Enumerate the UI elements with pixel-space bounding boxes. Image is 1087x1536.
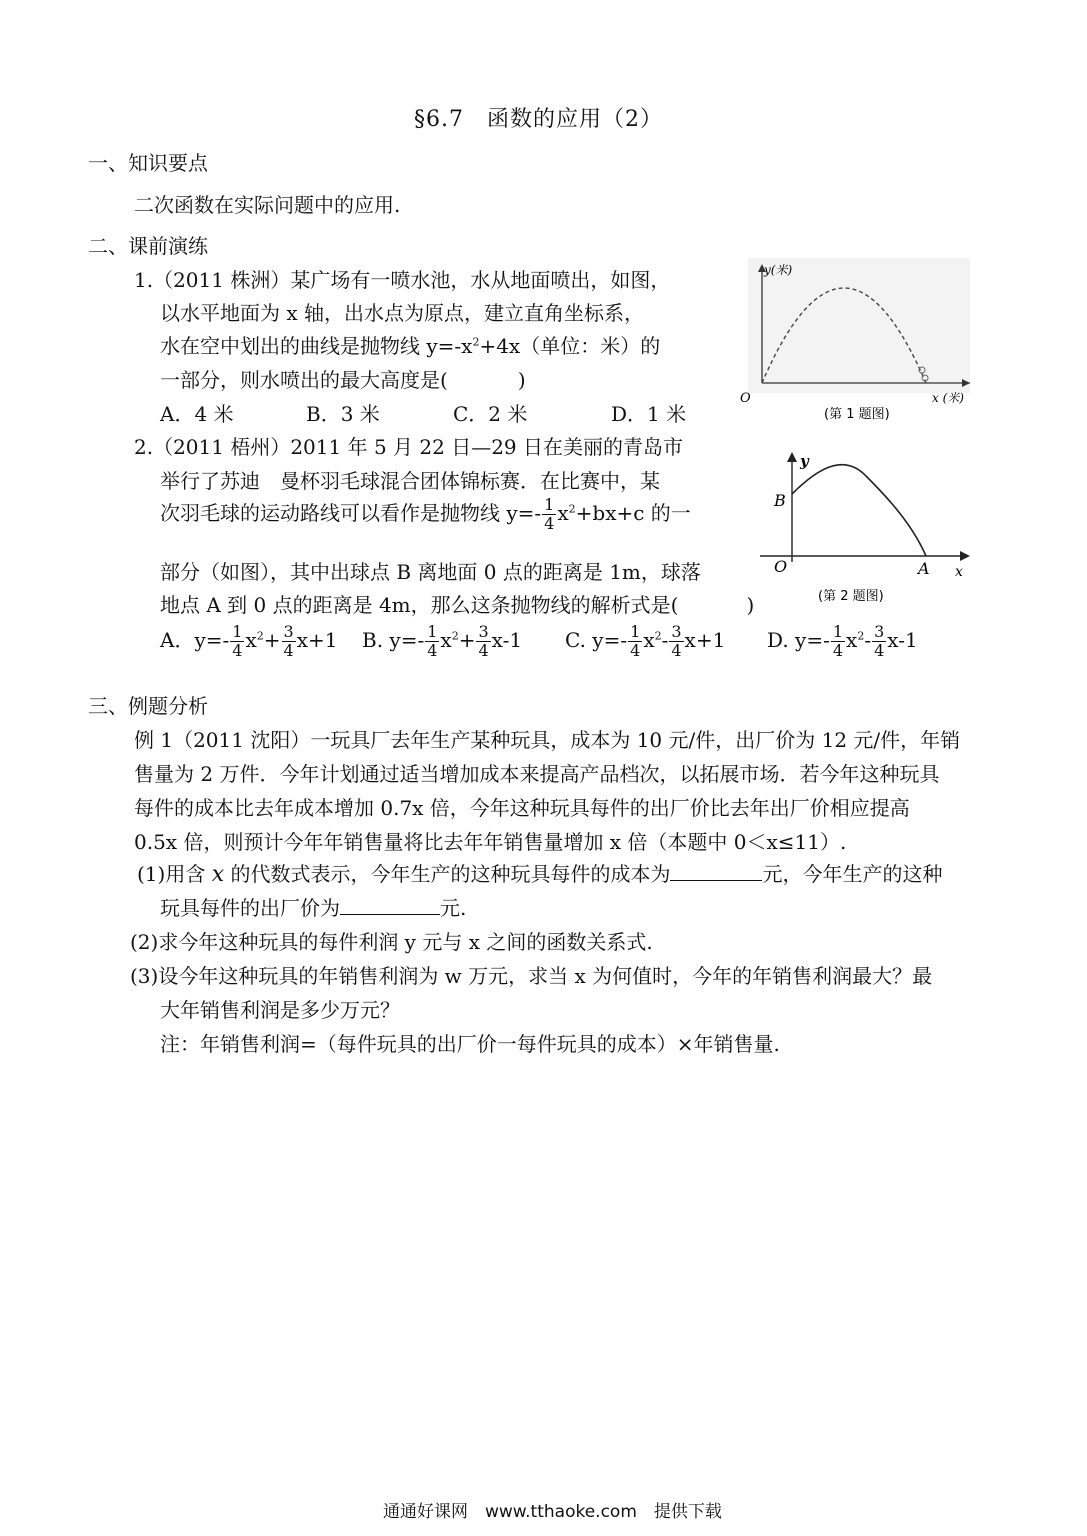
q2-figure-caption: (第 2 题图) [818,589,884,604]
q2-option-b-sup: 2 [451,629,459,643]
q2-option-c [565,624,725,659]
example1-q1-d: 玩具每件的出厂价为 [160,896,340,920]
q2-option-a-frac1 [230,624,244,659]
q2-option-d-x: x [846,628,858,652]
q2-option-a-frac2 [282,624,296,659]
q2-option-b-frac2 [476,624,490,659]
example1-price-blank [340,896,440,915]
q2-option-a-d1: 4 [232,641,243,660]
knowledge-text: 二次函数在实际问题中的应用. [134,193,401,217]
q2-option-d-post: x-1 [887,628,918,652]
q2-option-d-d2: 4 [874,641,885,660]
page-title: §6.7 函数的应用（2） [414,107,663,132]
q2-line5-b: ) [746,593,755,617]
q2-x-label: x [955,564,963,580]
q2-option-c-sup: 2 [654,629,662,643]
q2-line1: 2.（2011 梧州）2011 年 5 月 22 日—29 日在美丽的青岛市 [134,435,684,459]
example1-para-line1: 例 1（2011 沈阳）一玩具厂去年生产某种玩具，成本为 10 元/件，出厂价为 12 元/件，年销 [134,728,961,752]
q2-option-d-n2: 3 [874,622,885,641]
q2-point-b-label: B [774,491,786,510]
q2-option-d [767,624,918,659]
q1-option-a: A．4 米 [160,402,234,426]
example1-para-line3: 每件的成本比去年成本增加 0.7x 倍，今年这种玩具每件的出厂价比去年出厂价相应提高 [134,796,910,820]
example1-q3-line1: (3)设今年这种玩具的年销售利润为 w 万元，求当 x 为何值时，今年的年销售利润最大？最 [130,964,933,988]
q2-x-arrow [960,551,970,561]
example1-q1-x: x [211,862,225,887]
q2-option-b-post: x-1 [491,628,523,652]
page-footer: 通通好课网 www.tthaoke.com 提供下载 [383,1502,722,1522]
q2-option-a-post: x+1 [296,628,338,652]
q2-option-a-n2: 3 [283,622,294,641]
q2-option-c-x: x [643,628,655,652]
section-heading-examples: 三、例题分析 [88,694,208,718]
example1-para-line4: 0.5x 倍，则预计今年年销售量将比去年年销售量增加 x 倍（本题中 0＜x≤11）. [134,830,847,854]
q1-figure-background [748,258,970,393]
example1-para-line2: 售量为 2 万件．今年计划通过适当增加成本来提高产品档次，以拓展市场．若今年这种玩具 [134,762,940,786]
q2-line3-a: 次羽毛球的运动路线可以看作是抛物线 y=- [160,501,542,525]
q2-parabola [792,465,926,556]
q2-option-c-frac1 [628,624,642,659]
q1-option-c: C．2 米 [453,402,528,426]
q2-option-b-prefix: B. y=- [362,628,425,652]
q1-line3-b: +4x（单位：米）的 [479,334,661,358]
example1-note: 注：年销售利润=（每件玩具的出厂价一每件玩具的成本）×年销售量. [160,1032,780,1056]
q2-option-a [160,624,337,659]
q2-line5 [160,589,754,618]
q2-option-b-op: + [458,628,476,652]
q1-y-label: y(米) [764,263,793,277]
q1-line4 [160,364,526,393]
q2-option-c-op: - [661,628,669,652]
q2-option-d-prefix: D. y=- [767,628,830,652]
example1-q2: (2)求今年这种玩具的每件利润 y 元与 x 之间的函数关系式. [130,930,653,954]
q2-option-a-x: x [245,628,257,652]
q1-line4-a: 一部分，则水喷出的最大高度是( [160,368,448,392]
q2-option-c-n1: 1 [630,622,641,641]
q2-option-d-n1: 1 [832,622,844,641]
q2-y-arrow [787,452,797,462]
q1-line4-b: ) [517,368,526,392]
q2-option-c-frac2 [669,624,683,659]
example1-q3-line2: 大年销售利润是多少万元？ [160,998,400,1022]
q2-option-c-n2: 3 [671,622,682,641]
q2-option-b [362,624,522,659]
q2-option-b-d2: 4 [478,641,489,660]
q2-option-b-x: x [440,628,452,652]
q2-option-b-n2: 3 [478,622,489,641]
section-heading-knowledge: 一、知识要点 [88,151,208,175]
q2-option-a-prefix: A．y=- [160,628,230,652]
example1-q1-b: 的代数式表示，今年生产的这种玩具每件的成本为 [230,862,671,886]
example1-cost-blank [670,862,762,881]
q1-line1: 1.（2011 株洲）某广场有一喷水池，水从地面喷出，如图， [134,268,671,292]
q2-option-d-frac1 [831,624,845,659]
q1-line3-a: 水在空中划出的曲线是抛物线 y=-x [160,334,473,358]
q2-fraction-numerator: 1 [544,495,555,514]
q2-option-c-post: x+1 [684,628,726,652]
q2-option-a-d2: 4 [283,641,294,660]
q2-option-c-prefix: C. y=- [565,628,628,652]
q1-option-d: D．1 米 [611,402,687,426]
q2-figure [760,448,980,610]
q2-option-a-op: + [263,628,281,652]
q1-option-b: B．3 米 [306,402,380,426]
q1-origin-label: O [740,391,751,406]
section-heading-practice: 二、课前演练 [88,234,208,258]
q2-origin-label: O [774,557,788,576]
q1-line3 [160,330,660,359]
example1-q1-line1 [137,858,942,887]
q2-y-label: y [800,452,809,470]
example1-q1-line2 [160,892,466,921]
q2-option-d-d1: 4 [832,641,844,660]
q2-fraction [542,497,556,532]
q1-figure-caption: (第 1 题图) [824,407,890,422]
q1-exponent: 2 [472,335,480,349]
q2-line3 [160,497,691,532]
example1-q1-c: 元，今年生产的这种 [762,862,943,886]
q2-option-b-n1: 1 [427,622,438,641]
q2-fraction-denominator: 4 [544,514,555,533]
q2-option-c-d2: 4 [671,641,682,660]
q2-option-c-d1: 4 [630,641,641,660]
q2-option-b-d1: 4 [427,641,438,660]
example1-q1-a: (1)用含 [137,862,206,886]
q2-option-d-sup: 2 [857,629,865,643]
q2-line3-c: +bx+c 的一 [575,501,691,525]
q2-line4: 部分（如图），其中出球点 B 离地面 0 点的距离是 1m，球落 [160,560,701,584]
q2-exponent: 2 [568,502,576,516]
q2-line2: 举行了苏迪 曼杯羽毛球混合团体锦标赛．在比赛中，某 [160,469,660,493]
q2-line5-a: 地点 A 到 0 点的距离是 4m，那么这条抛物线的解析式是( [160,593,679,617]
q2-option-d-frac2 [872,624,886,659]
q1-figure [730,258,980,428]
q2-option-a-sup: 2 [256,629,264,643]
q2-option-a-n1: 1 [232,622,243,641]
q1-line2: 以水平地面为 x 轴，出水点为原点，建立直角坐标系， [160,301,644,325]
example1-q1-e: 元. [440,896,467,920]
q2-option-d-op: - [864,628,872,652]
q2-option-b-frac1 [425,624,439,659]
q2-line3-b: x [557,501,569,525]
q1-x-label: x (米) [932,391,964,405]
q2-point-a-label: A [918,559,930,578]
